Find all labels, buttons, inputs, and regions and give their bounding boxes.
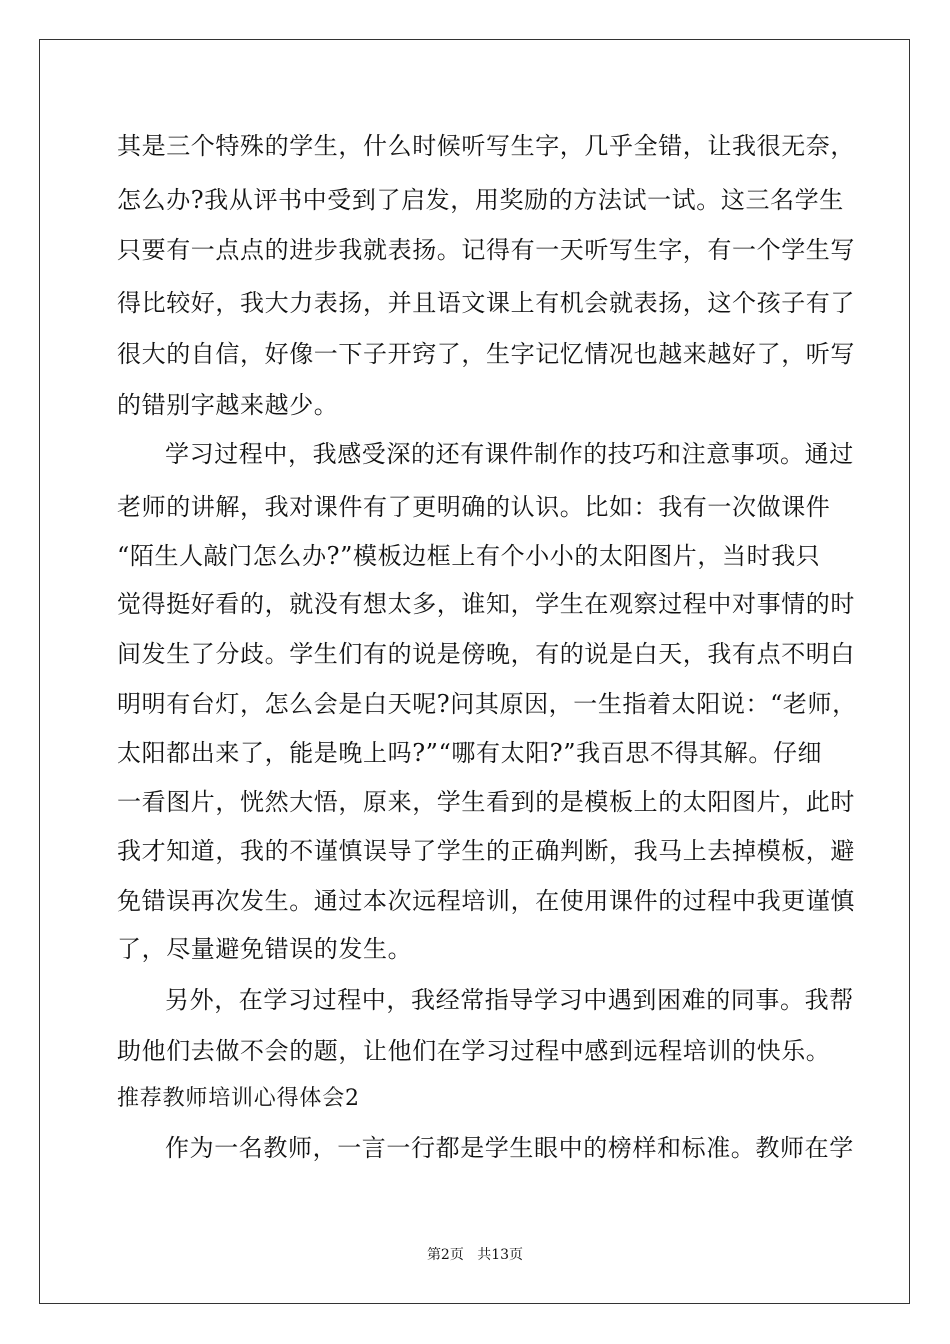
paragraph-start-line: 另外，在学习过程中，我经常指导学习中遇到困难的同事。我帮	[165, 986, 854, 1014]
text-line: 助他们去做不会的题，让他们在学习过程中感到远程培训的快乐。	[117, 1037, 831, 1065]
page-number: 第2页	[426, 1247, 464, 1263]
page-footer	[0, 1246, 950, 1264]
text-line: 其是三个特殊的学生，什么时候听写生字，几乎全错，让我很无奈，	[117, 132, 855, 160]
text-line: 免错误再次发生。通过本次远程培训，在使用课件的过程中我更谨慎	[117, 887, 855, 915]
paragraph-start-line: 作为一名教师，一言一行都是学生眼中的榜样和标准。教师在学	[165, 1134, 854, 1162]
text-line: 怎么办?我从评书中受到了启发，用奖励的方法试一试。这三名学生	[117, 186, 844, 214]
text-line: “陌生人敲门怎么办?”模板边框上有个小小的太阳图片，当时我只	[117, 542, 821, 570]
text-line: 觉得挺好看的，就没有想太多，谁知，学生在观察过程中对事情的时	[117, 590, 855, 618]
page-total: 共13页	[477, 1247, 524, 1263]
text-line: 了，尽量避免错误的发生。	[117, 935, 413, 963]
text-line: 一看图片，恍然大悟，原来，学生看到的是模板上的太阳图片，此时	[117, 788, 855, 816]
text-line: 很大的自信，好像一下子开窍了，生字记忆情况也越来越好了，听写	[117, 340, 855, 368]
section-heading: 推荐教师培训心得体会2	[117, 1086, 360, 1111]
text-line: 只要有一点点的进步我就表扬。记得有一天听写生字，有一个学生写	[117, 236, 855, 264]
text-line: 得比较好，我大力表扬，并且语文课上有机会就表扬，这个孩子有了	[117, 289, 855, 317]
text-line: 间发生了分歧。学生们有的说是傍晚，有的说是白天，我有点不明白	[117, 640, 855, 668]
text-line: 太阳都出来了，能是晚上吗?”“哪有太阳?”我百思不得其解。仔细	[117, 739, 823, 767]
text-line: 的错别字越来越少。	[117, 391, 339, 419]
text-line: 明明有台灯，怎么会是白天呢?问其原因，一生指着太阳说：“老师，	[117, 690, 857, 718]
page-border	[39, 39, 910, 1304]
paragraph-start-line: 学习过程中，我感受深的还有课件制作的技巧和注意事项。通过	[165, 440, 854, 468]
text-line: 老师的讲解，我对课件有了更明确的认识。比如：我有一次做课件	[117, 493, 831, 521]
text-line: 我才知道，我的不谨慎误导了学生的正确判断，我马上去掉模板，避	[117, 837, 855, 865]
